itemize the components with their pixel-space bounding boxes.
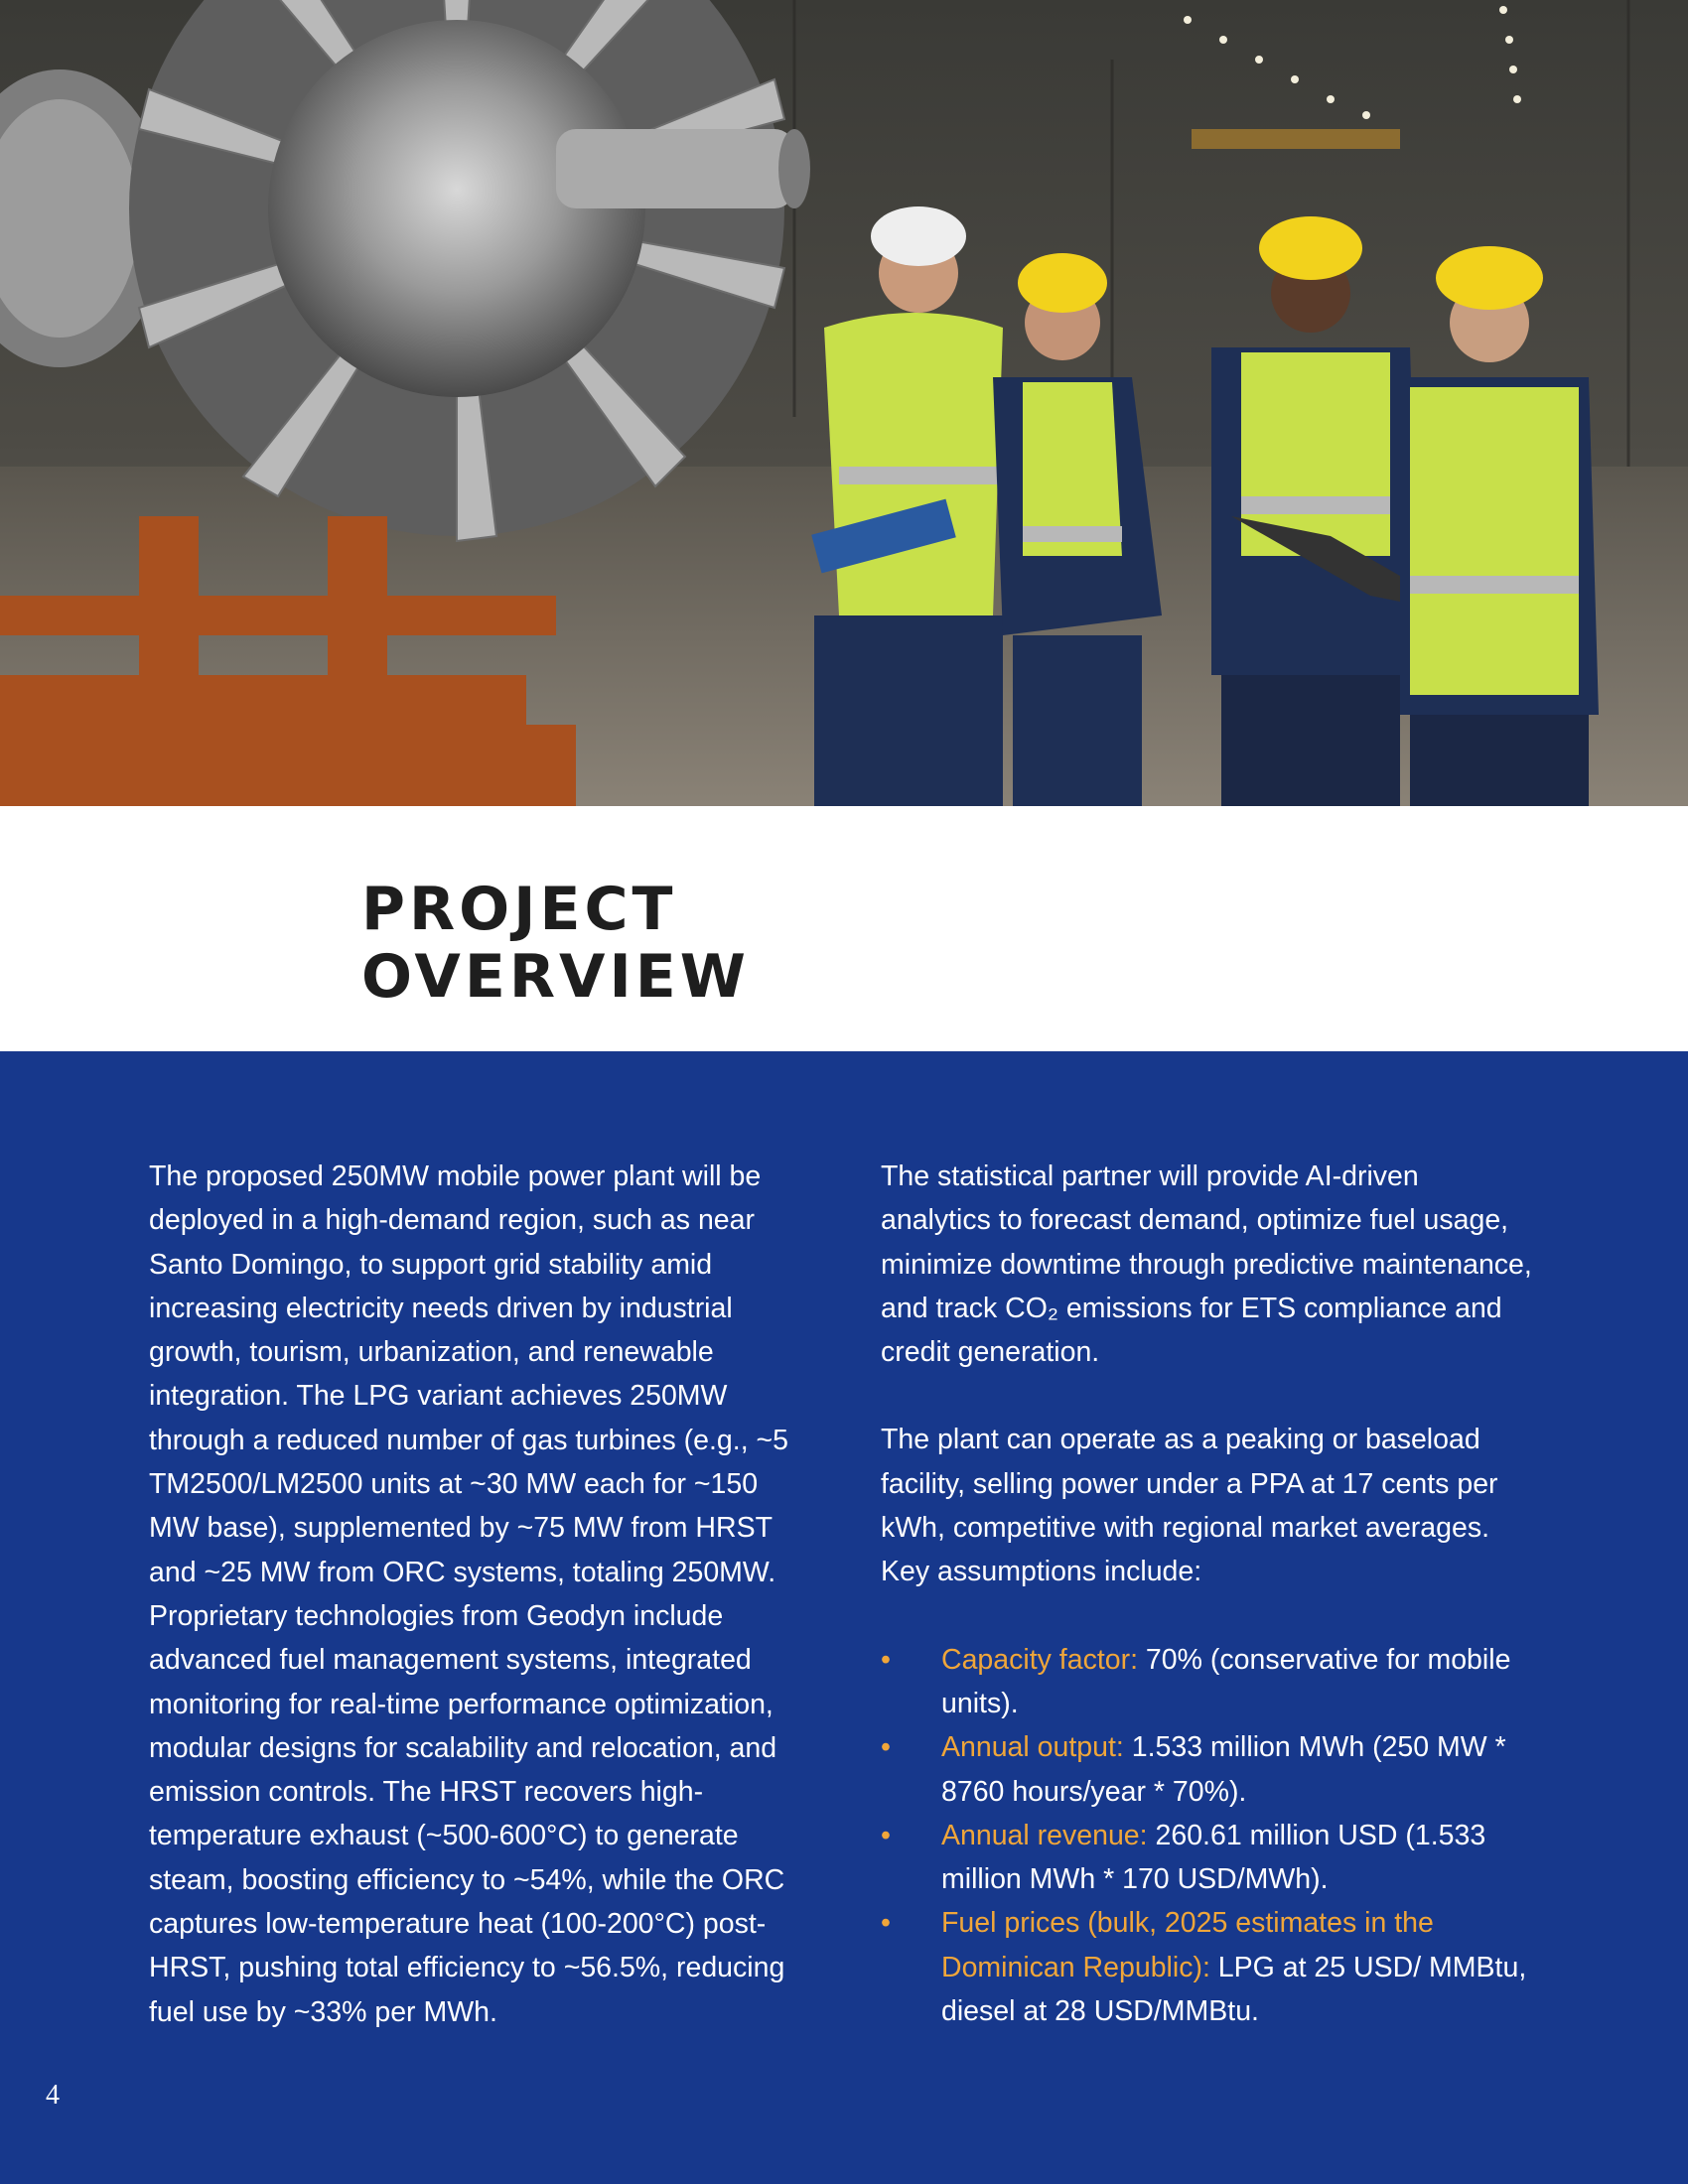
left-paragraph: The proposed 250MW mobile power plant will be deployed in a high-demand region, such as near Santo Domingo, to support grid stability amid increasing electricity needs driven by industrial growth, tourism, urbanization, and renewable integration. The LPG variant achieves 250MW through a reduced number of gas turbines (e.g., ~5 TM2500/LM2500 units at ~30 MW each for ~150 MW base), supplemented by ~75 MW from HRST and ~25 MW from ORC systems, totaling 250MW. Proprietary technologies from Geodyn include advanced fuel management systems, integrated monitoring for real-time performance optimization, modular designs for scalability and relocation, and emission controls. The HRST recovers high-temperature exhaust (~500-600°C) to generate steam, boosting efficiency to ~54%, while the ORC captures low-temperature heat (100-200°C) post-HRST, pushing total efficiency to ~56.5%, reducing fuel use by ~33% per MWh. [149,1160,789,2028]
bullet-icon: • [881,1819,891,1851]
right-paragraph-2: The plant can operate as a peaking or baseload facility, selling power under a PPA at 17 cents per kWh, competitive with regional market averages. Key assumptions include: [881,1424,1498,1588]
page-number: 4 [46,2080,60,2111]
page-title [361,876,750,1011]
bullet-label: Annual output: [941,1731,1124,1764]
bullet-text: 70% (conservative for mobile units). [941,1643,1511,1719]
list-item [881,1638,1536,1726]
bullet-icon: • [881,1907,891,1940]
bullet-icon: • [881,1731,891,1764]
title-line-2: OVERVIEW [361,942,750,1012]
bullet-label: Fuel prices (bulk, 2025 estimates in the Dominican Republic): [941,1907,1434,1983]
list-item [881,1814,1536,1902]
hero-image [0,0,1688,806]
list-item [881,1725,1536,1814]
bullet-text: 1.533 million MWh (250 MW * 8760 hours/year * 70%). [941,1731,1506,1808]
key-assumptions-list [881,1638,1536,2034]
title-line-1: PROJECT [361,875,677,944]
right-paragraph-1: The statistical partner will provide AI-driven analytics to forecast demand, optimize fuel usage, minimize downtime through predictive maintenance, and track CO₂ emissions for ETS compliance and credit generation. [881,1160,1532,1369]
title-band [0,806,1688,1051]
bullet-text: LPG at 25 USD/ MMBtu, diesel at 28 USD/MMBtu. [941,1951,1527,2028]
left-column [149,1155,804,2034]
list-item [881,1901,1536,2033]
bullet-label: Capacity factor: [941,1643,1138,1676]
content-band [0,1051,1688,2184]
right-column [881,1155,1536,2033]
bullet-text: 260.61 million USD (1.533 million MWh * 170 USD/MWh). [941,1819,1486,1896]
bullet-label: Annual revenue: [941,1819,1148,1851]
bullet-icon: • [881,1643,891,1676]
